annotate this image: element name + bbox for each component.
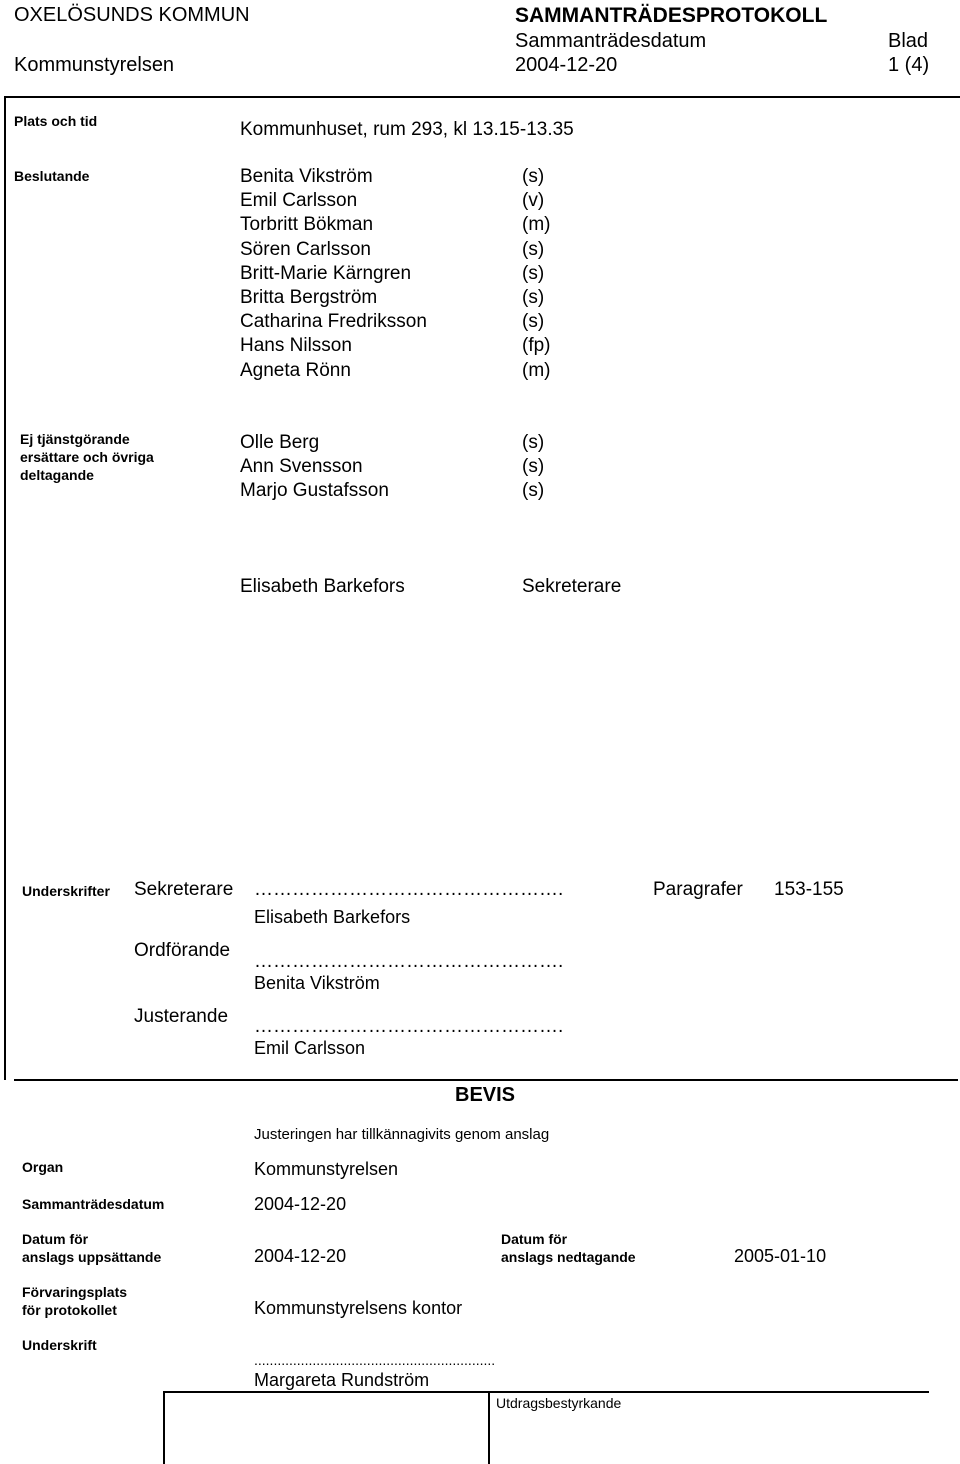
other-participant-party: (s): [522, 456, 545, 478]
deciding-member-party: (m): [522, 214, 551, 236]
removed-label-line2: anslags nedtagande: [501, 1249, 636, 1265]
signature-chair-name: Benita Vikström: [254, 973, 380, 993]
signature-chair-role: Ordförande: [134, 940, 231, 961]
header-divider: [4, 96, 960, 98]
other-participant-party: (s): [522, 432, 545, 453]
deciding-member-party: (s): [522, 311, 545, 333]
storage-label-line2: för protokollet: [22, 1302, 117, 1318]
certificate-divider: [14, 1079, 958, 1081]
deciding-member-name: Torbritt Bökman: [240, 214, 374, 236]
deciding-member-party: (s): [522, 287, 545, 308]
certificate-date-value: 2004-12-20: [254, 1194, 347, 1214]
certificate-date-label: Sammanträdesdatum: [22, 1196, 165, 1212]
deciding-label: Beslutande: [14, 168, 90, 184]
deciding-member-name: Britt-Marie Kärngren: [240, 262, 412, 284]
others-label-line1: Ej tjänstgörande: [20, 431, 130, 447]
storage-label-line1: Förvaringsplats: [22, 1284, 128, 1300]
deciding-member-party: (s): [522, 166, 545, 187]
deciding-member-party: (m): [522, 359, 551, 381]
other-participant-name: Olle Berg: [240, 432, 320, 453]
paragraphs-value: 153-155: [774, 879, 844, 900]
signature-line-adjuster: ………………………………………….: [254, 1016, 564, 1037]
certificate-title: BEVIS: [455, 1084, 516, 1106]
committee-name: Kommunstyrelsen: [14, 54, 175, 76]
place-value: Kommunhuset, rum 293, kl 13.15-13.35: [240, 119, 574, 140]
place-label: Plats och tid: [14, 113, 98, 129]
deciding-member-name: Britta Bergström: [240, 287, 378, 308]
secretary-role: Sekreterare: [522, 576, 622, 597]
secretary-name: Elisabeth Barkefors: [240, 576, 405, 597]
bottom-border: [163, 1391, 929, 1393]
deciding-member-party: (v): [522, 190, 545, 212]
deciding-member-name: Sören Carlsson: [240, 238, 371, 260]
other-participant-party: (s): [522, 480, 545, 502]
deciding-member-name: Agneta Rönn: [240, 359, 351, 381]
signature-secretary-name: Elisabeth Barkefors: [254, 907, 411, 927]
deciding-member-name: Hans Nilsson: [240, 335, 352, 357]
others-label-line2: ersättare och övriga: [20, 449, 154, 465]
other-participant-name: Ann Svensson: [240, 456, 363, 478]
posted-label-line1: Datum för: [22, 1231, 89, 1247]
meeting-date: 2004-12-20: [515, 54, 618, 76]
organ-value: Kommunstyrelsen: [254, 1159, 399, 1179]
municipality-name: OXELÖSUNDS KOMMUN: [14, 4, 250, 26]
deciding-member-party: (fp): [522, 335, 551, 357]
removed-label-line1: Datum för: [501, 1231, 568, 1247]
others-label-line3: deltagande: [20, 467, 94, 483]
signature-label: Underskrift: [22, 1337, 97, 1353]
signature-line-certificate: ..............................................................: [254, 1352, 496, 1368]
signature-line-secretary: ………………………………………….: [254, 879, 564, 900]
signatures-label: Underskrifter: [22, 883, 110, 899]
document-type: SAMMANTRÄDESPROTOKOLL: [515, 4, 828, 27]
sheet-header-label: Blad: [888, 30, 929, 52]
paragraphs-label: Paragrafer: [653, 879, 743, 900]
deciding-member-name: Emil Carlsson: [240, 190, 358, 212]
signature-adjuster-name: Emil Carlsson: [254, 1038, 366, 1058]
left-border: [4, 96, 6, 1080]
signature-secretary-role: Sekreterare: [134, 879, 234, 900]
certificate-intro: Justeringen har tillkännagivits genom anslag: [254, 1126, 550, 1143]
bottom-left-divider: [163, 1391, 165, 1464]
date-header-label: Sammanträdesdatum: [515, 30, 707, 52]
removed-value: 2005-01-10: [734, 1246, 827, 1266]
deciding-member-party: (s): [522, 238, 545, 260]
organ-label: Organ: [22, 1159, 64, 1175]
signature-adjuster-role: Justerande: [134, 1006, 229, 1027]
signature-line-chair: ………………………………………….: [254, 951, 564, 972]
deciding-member-party: (s): [522, 262, 545, 284]
deciding-member-name: Catharina Fredriksson: [240, 311, 427, 333]
certifier-label: Utdragsbestyrkande: [496, 1395, 622, 1411]
signature-certificate-name: Margareta Rundström: [254, 1370, 430, 1390]
bottom-mid-divider: [488, 1391, 490, 1464]
posted-label-line2: anslags uppsättande: [22, 1249, 162, 1265]
storage-value: Kommunstyrelsens kontor: [254, 1298, 463, 1318]
deciding-member-name: Benita Vikström: [240, 166, 373, 187]
posted-value: 2004-12-20: [254, 1246, 347, 1266]
sheet-number: 1 (4): [888, 54, 930, 76]
other-participant-name: Marjo Gustafsson: [240, 480, 389, 502]
